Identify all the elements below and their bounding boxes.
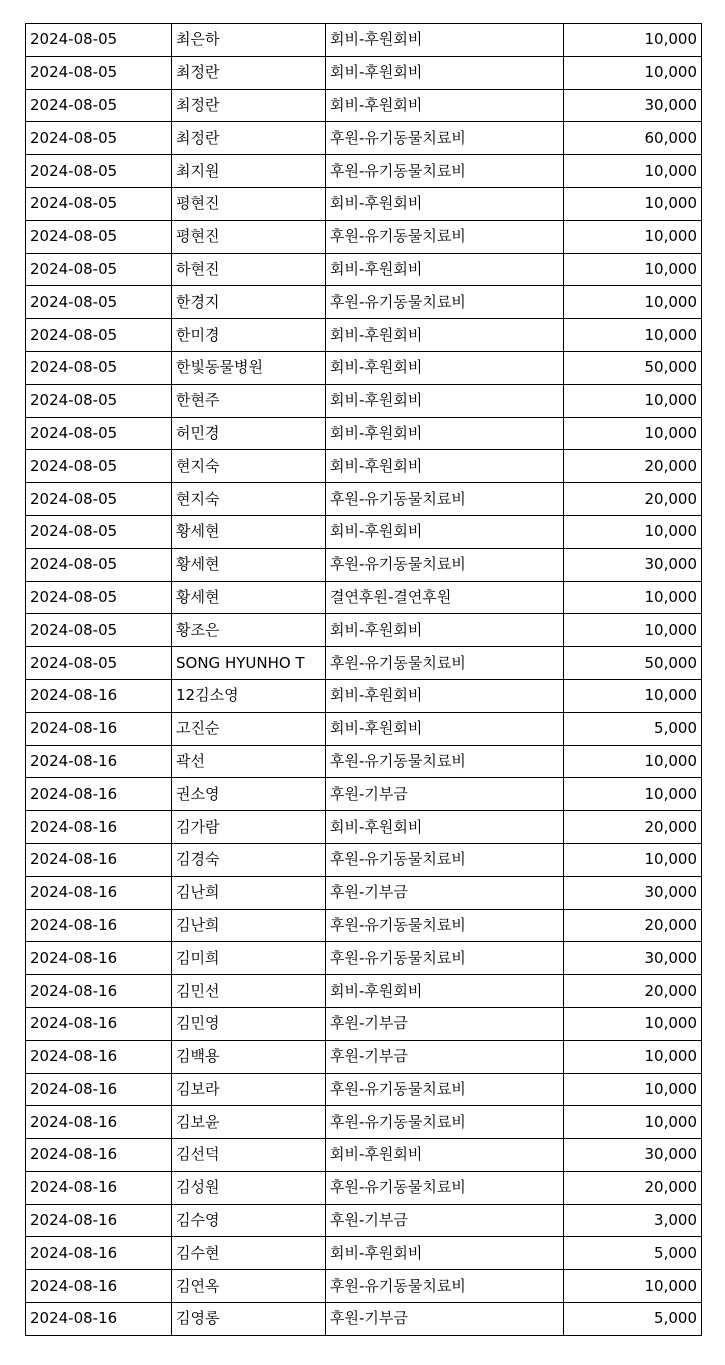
table-row	[26, 1237, 702, 1270]
amount-cell: 20,000	[564, 975, 702, 1008]
date-cell: 2024-08-16	[26, 1303, 172, 1336]
amount-cell: 10,000	[564, 24, 702, 57]
donor-name-cell: 김연옥	[172, 1270, 326, 1303]
table-row	[26, 843, 702, 876]
table-row	[26, 811, 702, 844]
donor-name-cell: 김보윤	[172, 1106, 326, 1139]
category-cell: 회비-후원회비	[326, 187, 564, 220]
category-cell: 회비-후원회비	[326, 811, 564, 844]
amount-cell: 5,000	[564, 1303, 702, 1336]
date-cell: 2024-08-16	[26, 1270, 172, 1303]
table-row	[26, 24, 702, 57]
category-cell: 회비-후원회비	[326, 253, 564, 286]
table-row	[26, 56, 702, 89]
donor-name-cell: SONG HYUNHO T	[172, 647, 326, 680]
date-cell: 2024-08-05	[26, 483, 172, 516]
date-cell: 2024-08-16	[26, 1106, 172, 1139]
category-cell: 후원-유기동물치료비	[326, 1270, 564, 1303]
category-cell: 후원-유기동물치료비	[326, 1171, 564, 1204]
category-cell: 후원-기부금	[326, 1204, 564, 1237]
category-cell: 후원-기부금	[326, 876, 564, 909]
table-row	[26, 319, 702, 352]
donor-name-cell: 김경숙	[172, 843, 326, 876]
category-cell: 후원-기부금	[326, 1040, 564, 1073]
category-cell: 후원-기부금	[326, 778, 564, 811]
donor-name-cell: 김백용	[172, 1040, 326, 1073]
category-cell: 후원-유기동물치료비	[326, 548, 564, 581]
table-row	[26, 155, 702, 188]
amount-cell: 10,000	[564, 187, 702, 220]
table-row	[26, 253, 702, 286]
table-row	[26, 1171, 702, 1204]
donor-name-cell: 12김소영	[172, 679, 326, 712]
table-row	[26, 89, 702, 122]
date-cell: 2024-08-16	[26, 876, 172, 909]
category-cell: 회비-후원회비	[326, 515, 564, 548]
date-cell: 2024-08-05	[26, 614, 172, 647]
date-cell: 2024-08-05	[26, 253, 172, 286]
table-row	[26, 581, 702, 614]
table-row	[26, 187, 702, 220]
category-cell: 회비-후원회비	[326, 89, 564, 122]
table-row	[26, 778, 702, 811]
donor-name-cell: 황세현	[172, 548, 326, 581]
donor-name-cell: 권소영	[172, 778, 326, 811]
amount-cell: 10,000	[564, 1106, 702, 1139]
table-row	[26, 351, 702, 384]
amount-cell: 30,000	[564, 89, 702, 122]
category-cell: 회비-후원회비	[326, 1237, 564, 1270]
table-row	[26, 876, 702, 909]
donor-name-cell: 황세현	[172, 581, 326, 614]
amount-cell: 20,000	[564, 909, 702, 942]
donor-name-cell: 최정란	[172, 56, 326, 89]
date-cell: 2024-08-05	[26, 89, 172, 122]
donor-name-cell: 김민선	[172, 975, 326, 1008]
donor-name-cell: 한미경	[172, 319, 326, 352]
date-cell: 2024-08-16	[26, 1073, 172, 1106]
donor-name-cell: 김난희	[172, 876, 326, 909]
category-cell: 회비-후원회비	[326, 614, 564, 647]
amount-cell: 10,000	[564, 1270, 702, 1303]
table-row	[26, 548, 702, 581]
date-cell: 2024-08-05	[26, 24, 172, 57]
amount-cell: 10,000	[564, 679, 702, 712]
amount-cell: 10,000	[564, 778, 702, 811]
donor-name-cell: 김영롱	[172, 1303, 326, 1336]
donor-name-cell: 김수현	[172, 1237, 326, 1270]
table-row	[26, 1073, 702, 1106]
table-row	[26, 909, 702, 942]
amount-cell: 30,000	[564, 876, 702, 909]
category-cell: 후원-유기동물치료비	[326, 843, 564, 876]
amount-cell: 5,000	[564, 712, 702, 745]
date-cell: 2024-08-16	[26, 843, 172, 876]
amount-cell: 5,000	[564, 1237, 702, 1270]
date-cell: 2024-08-05	[26, 187, 172, 220]
category-cell: 후원-유기동물치료비	[326, 942, 564, 975]
amount-cell: 10,000	[564, 614, 702, 647]
table-row	[26, 614, 702, 647]
table-row	[26, 712, 702, 745]
donor-name-cell: 황조은	[172, 614, 326, 647]
table-row	[26, 679, 702, 712]
category-cell: 후원-유기동물치료비	[326, 909, 564, 942]
donor-name-cell: 김난희	[172, 909, 326, 942]
date-cell: 2024-08-05	[26, 220, 172, 253]
table-row	[26, 975, 702, 1008]
amount-cell: 20,000	[564, 483, 702, 516]
category-cell: 회비-후원회비	[326, 56, 564, 89]
donor-name-cell: 한경지	[172, 286, 326, 319]
category-cell: 결연후원-결연후원	[326, 581, 564, 614]
donor-name-cell: 김선덕	[172, 1139, 326, 1172]
date-cell: 2024-08-05	[26, 56, 172, 89]
donor-name-cell: 고진순	[172, 712, 326, 745]
table-row	[26, 1303, 702, 1336]
donor-name-cell: 김보라	[172, 1073, 326, 1106]
amount-cell: 10,000	[564, 1007, 702, 1040]
table-row	[26, 1270, 702, 1303]
amount-cell: 20,000	[564, 1171, 702, 1204]
donor-name-cell: 최은하	[172, 24, 326, 57]
date-cell: 2024-08-16	[26, 1139, 172, 1172]
date-cell: 2024-08-16	[26, 1040, 172, 1073]
category-cell: 후원-유기동물치료비	[326, 122, 564, 155]
table-row	[26, 942, 702, 975]
amount-cell: 10,000	[564, 253, 702, 286]
ledger-body	[26, 24, 702, 1336]
donor-name-cell: 최정란	[172, 122, 326, 155]
amount-cell: 20,000	[564, 811, 702, 844]
date-cell: 2024-08-05	[26, 384, 172, 417]
date-cell: 2024-08-16	[26, 778, 172, 811]
table-row	[26, 384, 702, 417]
donor-name-cell: 김민영	[172, 1007, 326, 1040]
date-cell: 2024-08-05	[26, 286, 172, 319]
table-row	[26, 286, 702, 319]
table-row	[26, 417, 702, 450]
date-cell: 2024-08-16	[26, 745, 172, 778]
table-row	[26, 647, 702, 680]
date-cell: 2024-08-05	[26, 581, 172, 614]
date-cell: 2024-08-16	[26, 942, 172, 975]
amount-cell: 10,000	[564, 155, 702, 188]
amount-cell: 60,000	[564, 122, 702, 155]
amount-cell: 10,000	[564, 1073, 702, 1106]
amount-cell: 3,000	[564, 1204, 702, 1237]
table-row	[26, 1106, 702, 1139]
category-cell: 회비-후원회비	[326, 417, 564, 450]
donor-name-cell: 김수영	[172, 1204, 326, 1237]
table-row	[26, 483, 702, 516]
date-cell: 2024-08-05	[26, 155, 172, 188]
date-cell: 2024-08-16	[26, 1171, 172, 1204]
donor-name-cell: 평현진	[172, 187, 326, 220]
donor-name-cell: 김성원	[172, 1171, 326, 1204]
date-cell: 2024-08-05	[26, 351, 172, 384]
donor-name-cell: 현지숙	[172, 450, 326, 483]
date-cell: 2024-08-16	[26, 1007, 172, 1040]
donor-name-cell: 한현주	[172, 384, 326, 417]
category-cell: 후원-기부금	[326, 1303, 564, 1336]
amount-cell: 10,000	[564, 56, 702, 89]
table-row	[26, 220, 702, 253]
category-cell: 회비-후원회비	[326, 450, 564, 483]
category-cell: 후원-기부금	[326, 1007, 564, 1040]
category-cell: 회비-후원회비	[326, 679, 564, 712]
category-cell: 후원-유기동물치료비	[326, 647, 564, 680]
category-cell: 후원-유기동물치료비	[326, 155, 564, 188]
table-row	[26, 745, 702, 778]
category-cell: 회비-후원회비	[326, 384, 564, 417]
category-cell: 후원-유기동물치료비	[326, 286, 564, 319]
amount-cell: 10,000	[564, 1040, 702, 1073]
date-cell: 2024-08-16	[26, 712, 172, 745]
amount-cell: 50,000	[564, 351, 702, 384]
date-cell: 2024-08-05	[26, 515, 172, 548]
donor-name-cell: 하현진	[172, 253, 326, 286]
donor-name-cell: 황세현	[172, 515, 326, 548]
amount-cell: 20,000	[564, 450, 702, 483]
date-cell: 2024-08-05	[26, 417, 172, 450]
donor-name-cell: 한빛동물병원	[172, 351, 326, 384]
date-cell: 2024-08-16	[26, 1237, 172, 1270]
category-cell: 후원-유기동물치료비	[326, 745, 564, 778]
amount-cell: 50,000	[564, 647, 702, 680]
category-cell: 회비-후원회비	[326, 712, 564, 745]
category-cell: 회비-후원회비	[326, 24, 564, 57]
donor-name-cell: 최정란	[172, 89, 326, 122]
donor-name-cell: 김미희	[172, 942, 326, 975]
table-row	[26, 515, 702, 548]
amount-cell: 30,000	[564, 548, 702, 581]
amount-cell: 10,000	[564, 384, 702, 417]
donor-name-cell: 현지숙	[172, 483, 326, 516]
table-row	[26, 122, 702, 155]
amount-cell: 10,000	[564, 745, 702, 778]
amount-cell: 10,000	[564, 843, 702, 876]
category-cell: 후원-유기동물치료비	[326, 1106, 564, 1139]
table-row	[26, 450, 702, 483]
category-cell: 후원-유기동물치료비	[326, 220, 564, 253]
category-cell: 회비-후원회비	[326, 1139, 564, 1172]
table-row	[26, 1040, 702, 1073]
amount-cell: 30,000	[564, 942, 702, 975]
amount-cell: 10,000	[564, 417, 702, 450]
date-cell: 2024-08-05	[26, 319, 172, 352]
date-cell: 2024-08-16	[26, 975, 172, 1008]
amount-cell: 10,000	[564, 286, 702, 319]
table-row	[26, 1204, 702, 1237]
amount-cell: 10,000	[564, 581, 702, 614]
date-cell: 2024-08-16	[26, 909, 172, 942]
date-cell: 2024-08-16	[26, 811, 172, 844]
amount-cell: 10,000	[564, 220, 702, 253]
date-cell: 2024-08-05	[26, 647, 172, 680]
donor-name-cell: 곽선	[172, 745, 326, 778]
date-cell: 2024-08-05	[26, 450, 172, 483]
category-cell: 회비-후원회비	[326, 975, 564, 1008]
category-cell: 후원-유기동물치료비	[326, 1073, 564, 1106]
amount-cell: 10,000	[564, 319, 702, 352]
table-row	[26, 1139, 702, 1172]
category-cell: 회비-후원회비	[326, 351, 564, 384]
amount-cell: 10,000	[564, 515, 702, 548]
amount-cell: 30,000	[564, 1139, 702, 1172]
donor-name-cell: 김가람	[172, 811, 326, 844]
donation-ledger-table	[25, 23, 702, 1336]
donor-name-cell: 평현진	[172, 220, 326, 253]
date-cell: 2024-08-16	[26, 1204, 172, 1237]
donor-name-cell: 허민경	[172, 417, 326, 450]
date-cell: 2024-08-05	[26, 122, 172, 155]
category-cell: 후원-유기동물치료비	[326, 483, 564, 516]
table-row	[26, 1007, 702, 1040]
date-cell: 2024-08-05	[26, 548, 172, 581]
donor-name-cell: 최지원	[172, 155, 326, 188]
category-cell: 회비-후원회비	[326, 319, 564, 352]
date-cell: 2024-08-16	[26, 679, 172, 712]
